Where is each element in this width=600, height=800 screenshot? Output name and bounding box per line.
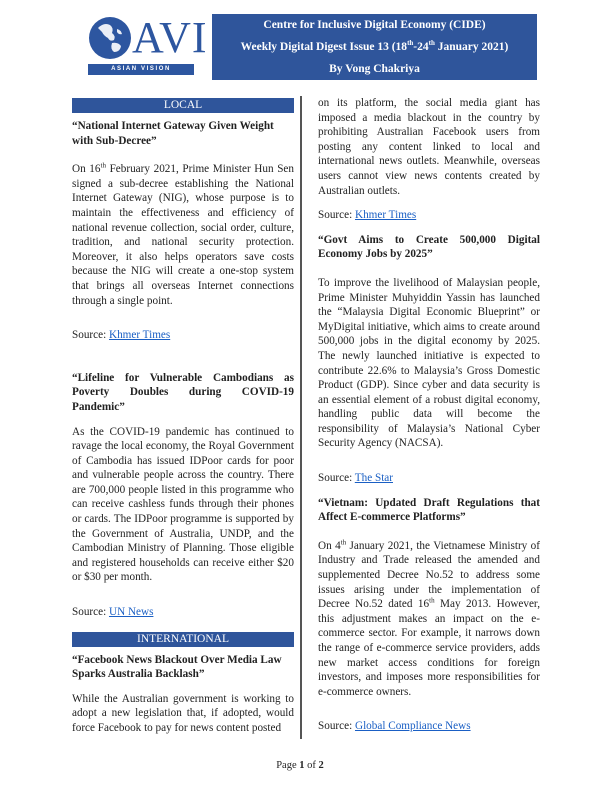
globe-icon [88,16,132,60]
source-link-khmer-times[interactable]: Khmer Times [354,209,417,222]
article-body: While the Australian government is working to adopt a new legislation that, if adopted, would force Facebook to pay for news content posted [72,692,294,734]
article-body: To improve the livelihood of Malaysian people, Prime Minister Muhyiddin Yassin has launched the “Malaysia Digital Economic Blueprint” or MyDigital initiative, which aims to create around 500,000 jobs in the digital economy by 2025. The newly launched initiative is expected to contribute 22.6% to Malaysia’s Gross Domestic Product (GDP). Since cyber and data security is an essential element of a robust digital economy, handling public data will become the responsibility of Malaysia’s National Cyber Security Agency (NACSA). [318,276,540,450]
source-link-un-news[interactable]: UN News [108,606,154,619]
article-body: As the COVID-19 pandemic has continued to ravage the local economy, the Royal Government of Cambodia has issued IDPoor cards for poor and vulnerable people across the country. There are 700,000 people listed in this programme who can receive cashless funds through their phones or cards. The IDPoor programme is supported by the Government of Australia, UNDP, and the Cambodian Ministry of Planning. Those eligible and registered households can receive either $20 or $30 per month. [72,425,294,584]
banner-author: By Vong Chakriya [329,63,420,75]
source-link-global-compliance-news[interactable]: Global Compliance News [354,720,471,733]
source-link-the-star[interactable]: The Star [354,472,393,485]
article-source: Source: Global Compliance News [318,720,471,733]
logo-letters: AVI [132,13,208,62]
source-link-khmer-times[interactable]: Khmer Times [108,329,171,342]
right-column [318,96,540,734]
banner-centre-title: Centre for Inclusive Digital Economy (CIDE) [263,19,486,31]
banner-issue-title: Weekly Digital Digest Issue 13 (18th-24th January 2021) [240,39,509,53]
avi-logo [86,13,208,83]
article-body: On 4th January 2021, the Vietnamese Ministry of Industry and Trade released the amended and supplemented Decree No.52 to address some issues arising under the implementation of Decree No.52 dated 16th May 2013. However, this adjustment makes an impact on the e-commerce sector. For example, it narrows down the range of e-commerce service providers, adds new market access conditions for foreign investors, and imposes more responsibilities for e-commerce owners. [318,538,540,698]
section-international: INTERNATIONAL [72,632,294,647]
header-banner [212,14,537,80]
article-headline: “National Internet Gateway Given Weight with Sub-Decree” [72,120,274,147]
logo-tagline: ASIAN VISION INSTITUTE [88,64,194,75]
article-source: Source: UN News [72,606,154,619]
article-headline: “Facebook News Blackout Over Media Law Sparks Australia Backlash” [72,653,282,681]
article-headline: “Vietnam: Updated Draft Regulations that Affect E-commerce Platforms” [318,496,540,524]
section-local: LOCAL [72,98,294,113]
article-headline: “Lifeline for Vulnerable Cambodians as Poverty Doubles during COVID-19 Pandemic” [72,371,294,413]
article-headline: “Govt Aims to Create 500,000 Digital Economy Jobs by 2025” [318,233,540,261]
article-source: Source: The Star [318,472,393,485]
article-source: Source: Khmer Times [318,209,417,222]
article-source: Source: Khmer Times [72,329,171,342]
article-body-continued: on its platform, the social media giant has imposed a media blackout in the country by prohibiting Australian Facebook users from posting any content linked to local and international news outlets. Meanwhile, overseas users cannot view news contents created by Australian outlets. [318,97,540,197]
left-column [72,98,294,736]
article-body: On 16th February 2021, Prime Minister Hun Sen signed a sub-decree establishing the National Internet Gateway (NIG), whose purpose is to maintain the effectiveness and efficiency of national revenue collection, social order, culture, tradition, and national security protection. Moreover, it also helps operators save costs because the NIG will create a one-stop system that brings all overseas Internet connections through a single point. [72,161,294,307]
page-number: Page 1 of 2 [276,760,324,771]
column-divider [300,96,302,739]
